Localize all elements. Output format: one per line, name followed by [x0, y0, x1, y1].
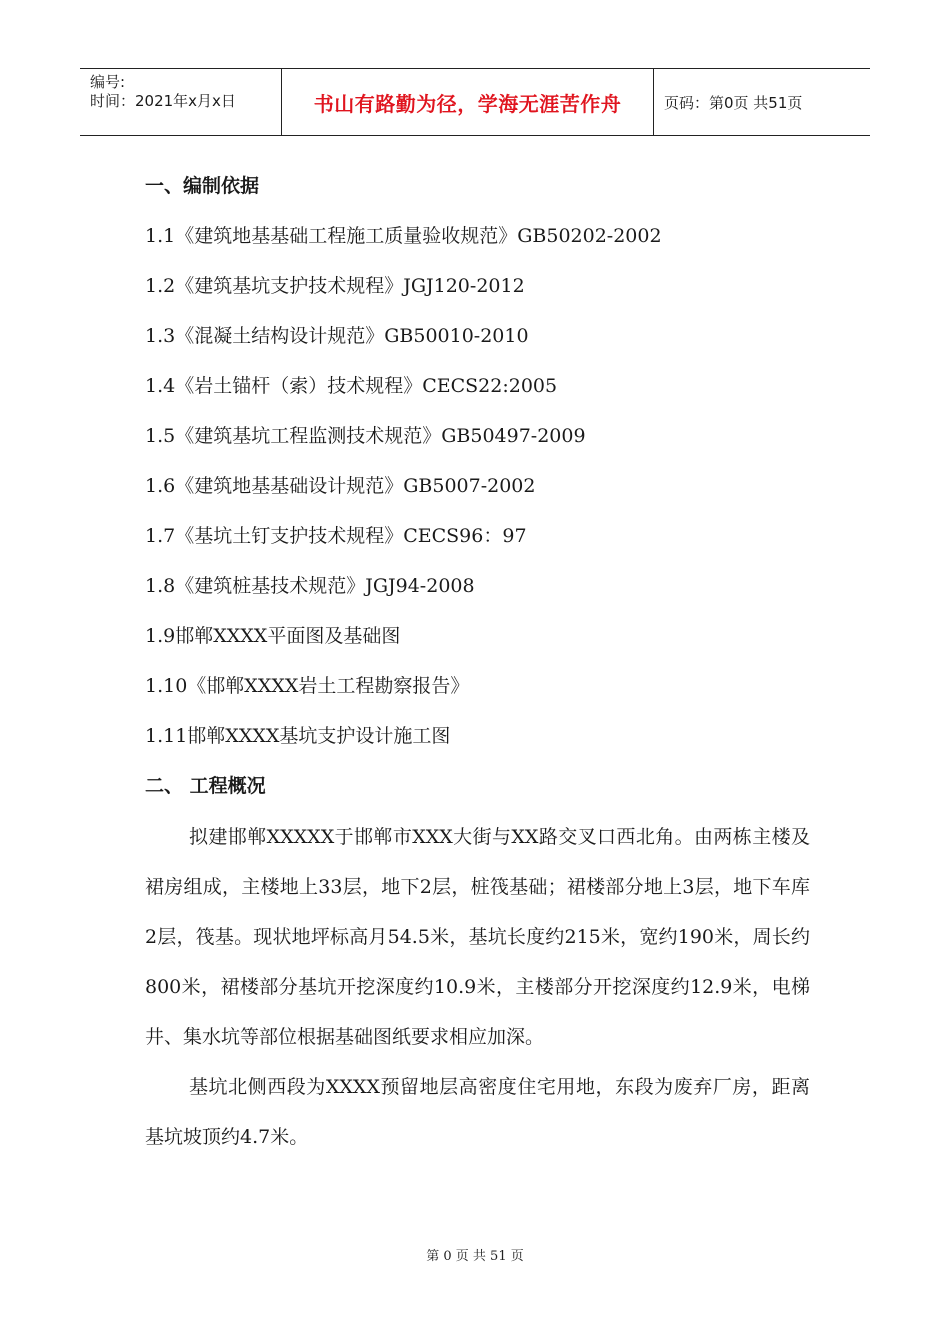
reference-list — [145, 212, 810, 762]
reference-item: 1.3《混凝土结构设计规范》GB50010-2010 — [145, 325, 529, 347]
reference-item: 1.2《建筑基坑支护技术规程》JGJ120-2012 — [145, 275, 525, 297]
document-body — [145, 162, 810, 1162]
page-header — [80, 68, 870, 136]
reference-item: 1.9邯郸XXXX平面图及基础图 — [145, 625, 401, 647]
reference-item: 1.8《建筑桩基技术规范》JGJ94-2008 — [145, 575, 475, 597]
page-footer: 第 0 页 共 51 页 — [426, 1249, 524, 1264]
header-page-info: 页码：第0页 共51页 — [664, 93, 803, 112]
section-heading-overview: 二、 工程概况 — [145, 775, 266, 797]
reference-item: 1.7《基坑土钉支护技术规程》CECS96：97 — [145, 525, 527, 547]
section-heading-basis: 一、编制依据 — [145, 175, 260, 197]
header-motto: 书山有路勤为径，学海无涯苦作舟 — [282, 69, 654, 135]
reference-item: 1.4《岩土锚杆（索）技术规程》CECS22:2005 — [145, 375, 558, 397]
document-number-label: 编号: — [90, 73, 126, 91]
header-meta — [80, 69, 282, 135]
overview-paragraph: 基坑北侧西段为XXXX预留地层高密度住宅用地，东段为废弃厂房，距离基坑坡顶约4.7米。 — [145, 1076, 810, 1148]
reference-item: 1.5《建筑基坑工程监测技术规范》GB50497-2009 — [145, 425, 586, 447]
reference-item: 1.1《建筑地基基础工程施工质量验收规范》GB50202-2002 — [145, 225, 662, 247]
reference-item: 1.11邯郸XXXX基坑支护设计施工图 — [145, 725, 451, 747]
reference-item: 1.6《建筑地基基础设计规范》GB5007-2002 — [145, 475, 536, 497]
reference-item: 1.10《邯郸XXXX岩土工程勘察报告》 — [145, 675, 470, 697]
document-time: 时间：2021年x月x日 — [90, 92, 236, 110]
overview-paragraph: 拟建邯郸XXXXX于邯郸市XXX大街与XX路交叉口西北角。由两栋主楼及裙房组成，主楼地上33层，地下2层，桩筏基础；裙楼部分地上3层，地下车库2层，筏基。现状地坪标高月54.5米，基坑长度约215米，宽约190米，周长约800米，裙楼部分基坑开挖深度约10.9米，主楼部分开挖深度约12.9米，电梯井、集水坑等部位根据基础图纸要求相应加深。 — [145, 826, 810, 1048]
